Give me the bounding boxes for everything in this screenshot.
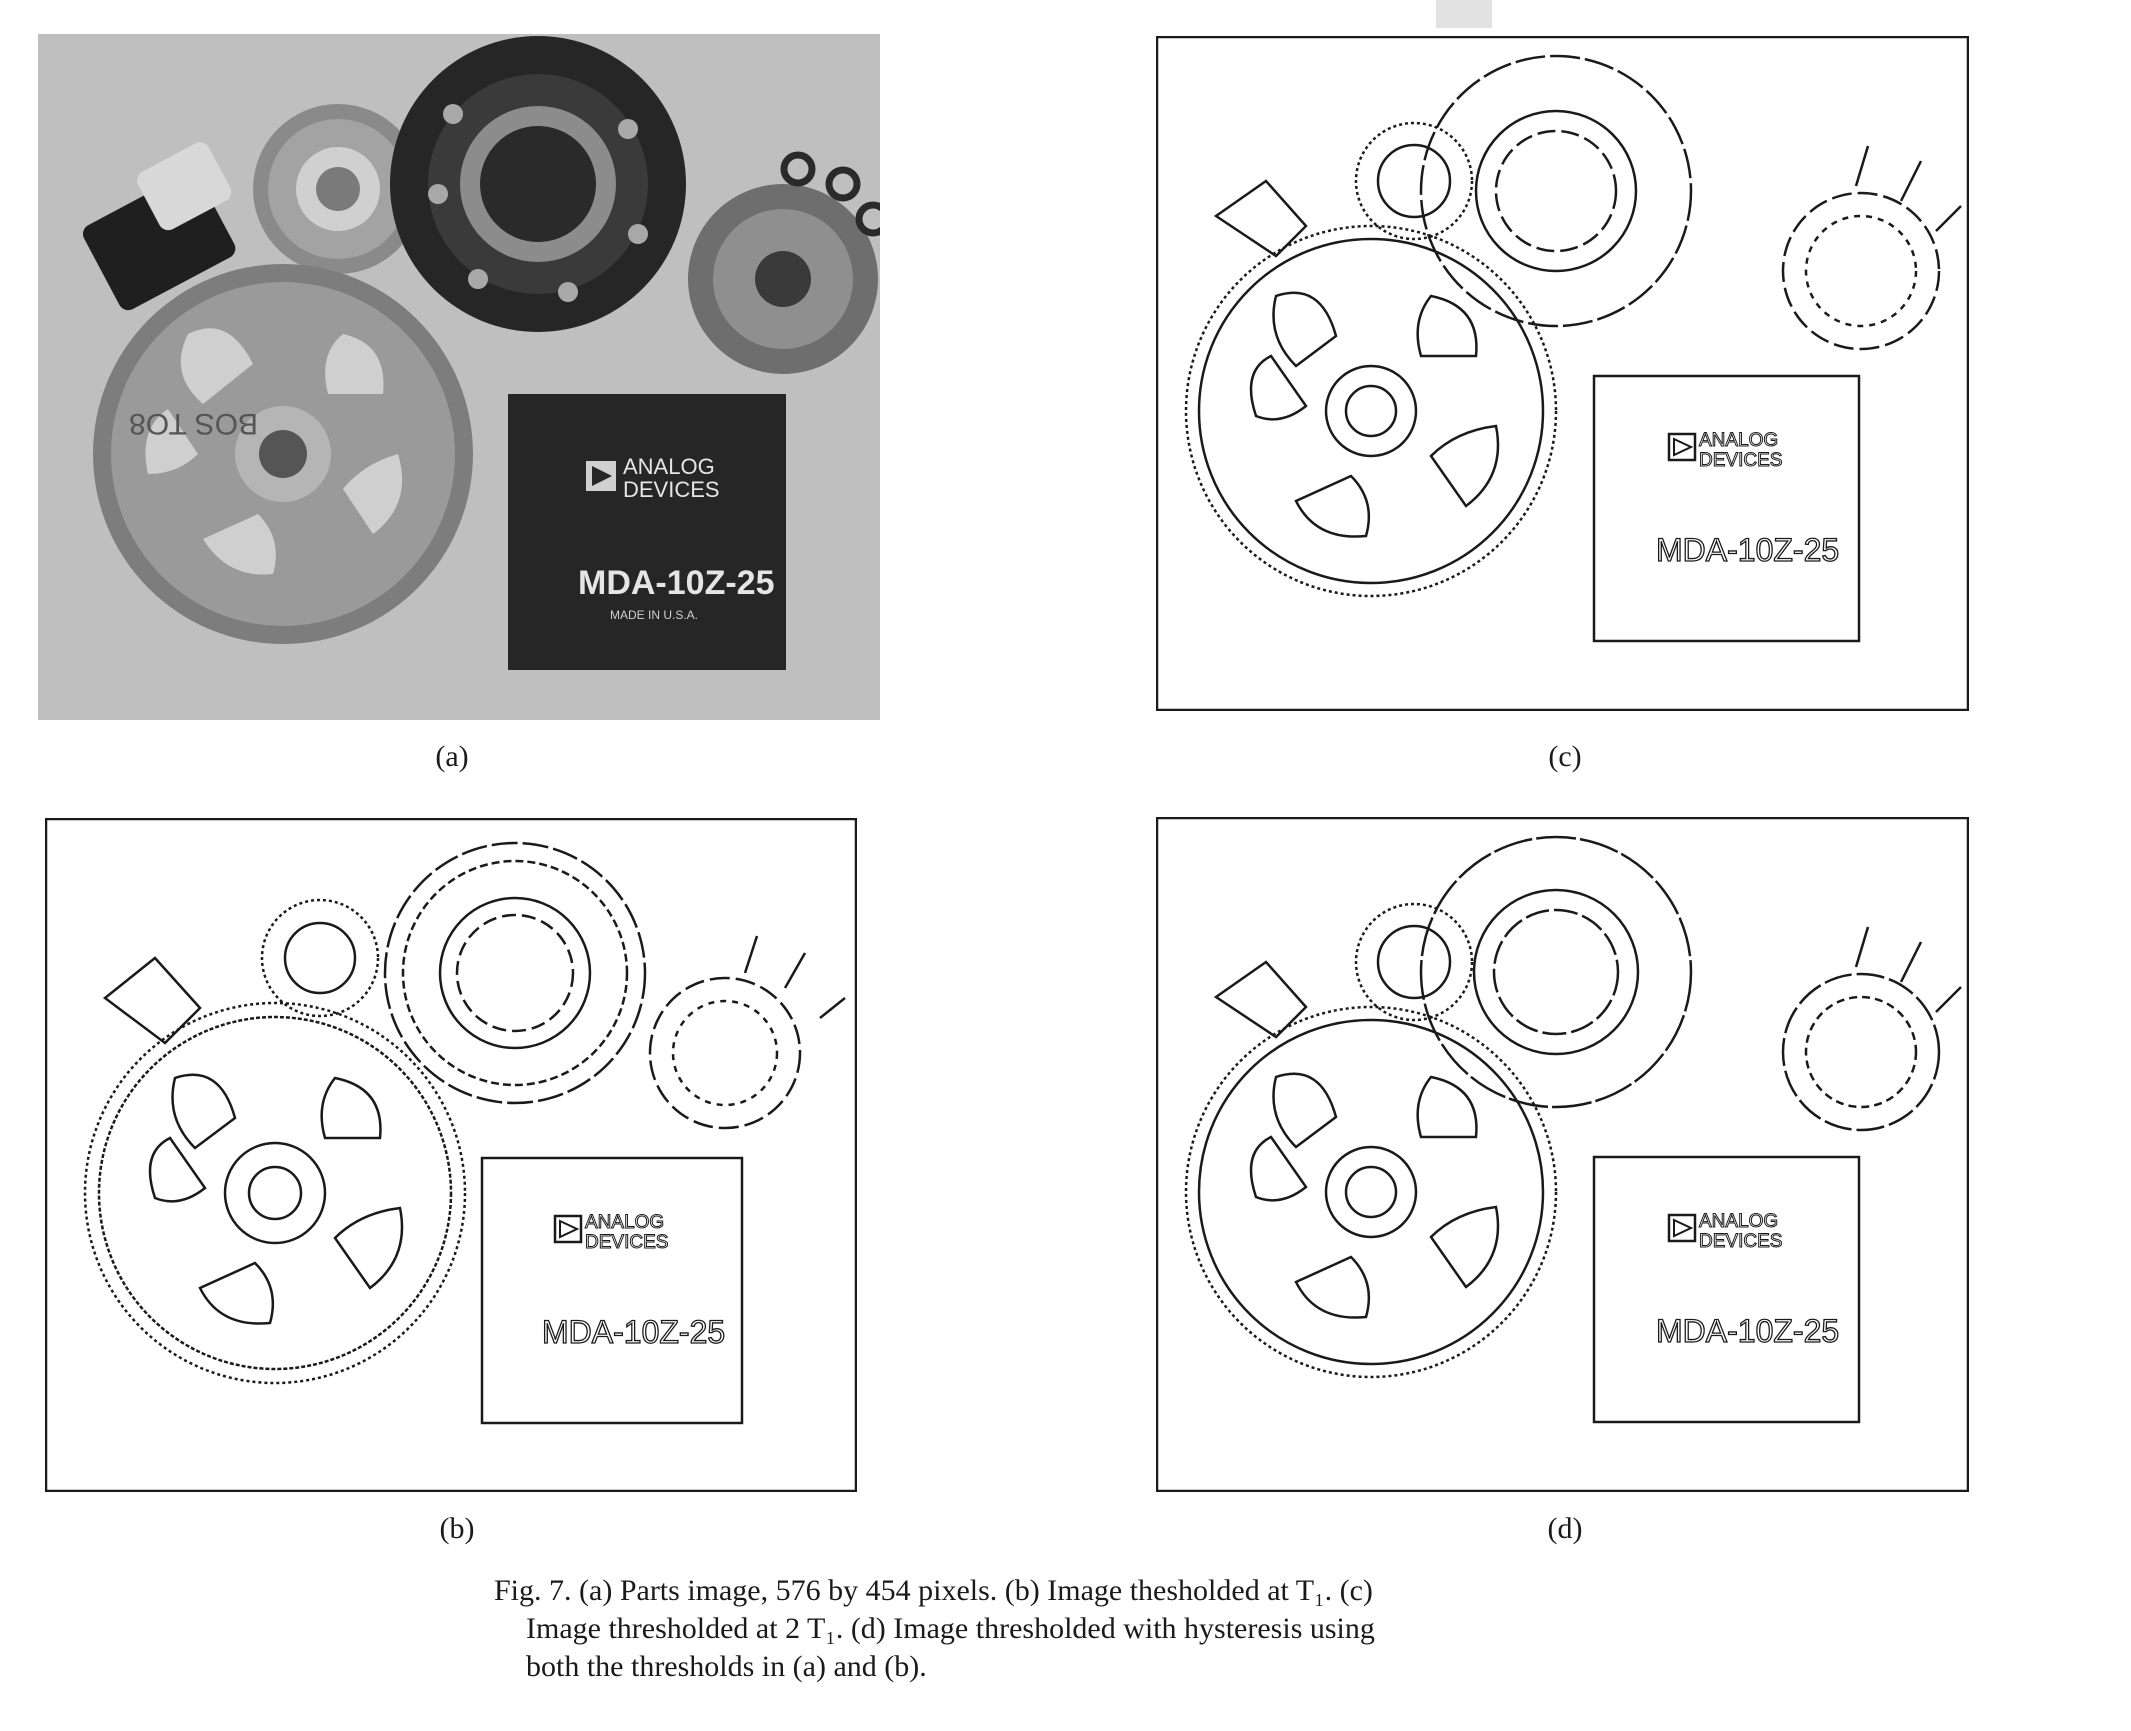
edge-image-c bbox=[1156, 36, 1969, 711]
panel-d-edges bbox=[1156, 817, 1969, 1492]
label-b: (b) bbox=[439, 1512, 475, 1545]
chip-brand-line1: ANALOG bbox=[1699, 1211, 1779, 1232]
chip-brand-line2: DEVICES bbox=[1699, 1231, 1783, 1252]
chip-part-number: MDA-10Z-25 bbox=[578, 564, 775, 602]
large-gear-part bbox=[93, 264, 473, 644]
panel-a-photo bbox=[38, 34, 880, 720]
figure-caption bbox=[494, 1572, 1574, 1686]
chip-part bbox=[508, 394, 786, 670]
label-c: (c) bbox=[1548, 740, 1582, 773]
edge-image-d bbox=[1156, 817, 1969, 1492]
chip-brand-line2: DEVICES bbox=[1699, 450, 1783, 471]
chip-part-number: MDA-10Z-25 bbox=[1656, 532, 1840, 568]
chip-part-number: MDA-10Z-25 bbox=[542, 1314, 726, 1350]
chip-brand-line1: ANALOG bbox=[623, 454, 715, 479]
bearing-part bbox=[390, 36, 686, 332]
scan-shadow-mark bbox=[1436, 0, 1492, 28]
label-d: (d) bbox=[1547, 1512, 1583, 1545]
chip-part-number: MDA-10Z-25 bbox=[1656, 1313, 1840, 1349]
label-a: (a) bbox=[435, 740, 469, 773]
chip-brand-line1: ANALOG bbox=[585, 1212, 665, 1233]
chip-brand-line2: DEVICES bbox=[585, 1232, 669, 1253]
chip-brand-line1: ANALOG bbox=[1699, 430, 1779, 451]
chip-made-in: MADE IN U.S.A. bbox=[610, 608, 699, 622]
caption-line-1: Fig. 7. (a) Parts image, 576 by 454 pixels. (b) Image thesholded at T₁. (c) bbox=[494, 1574, 1373, 1607]
edge-image-b bbox=[45, 818, 857, 1492]
chip-brand-line2: DEVICES bbox=[623, 477, 720, 502]
parts-photo bbox=[38, 34, 880, 720]
panel-b-edges bbox=[45, 818, 857, 1492]
caption-line-3: both the thresholds in (a) and (b). bbox=[526, 1650, 927, 1683]
panel-c-edges bbox=[1156, 36, 1969, 711]
gear-engraving: BOS TO8 bbox=[129, 407, 258, 440]
caption-line-2: Image thresholded at 2 T₁. (d) Image thresholded with hysteresis using bbox=[526, 1612, 1375, 1645]
